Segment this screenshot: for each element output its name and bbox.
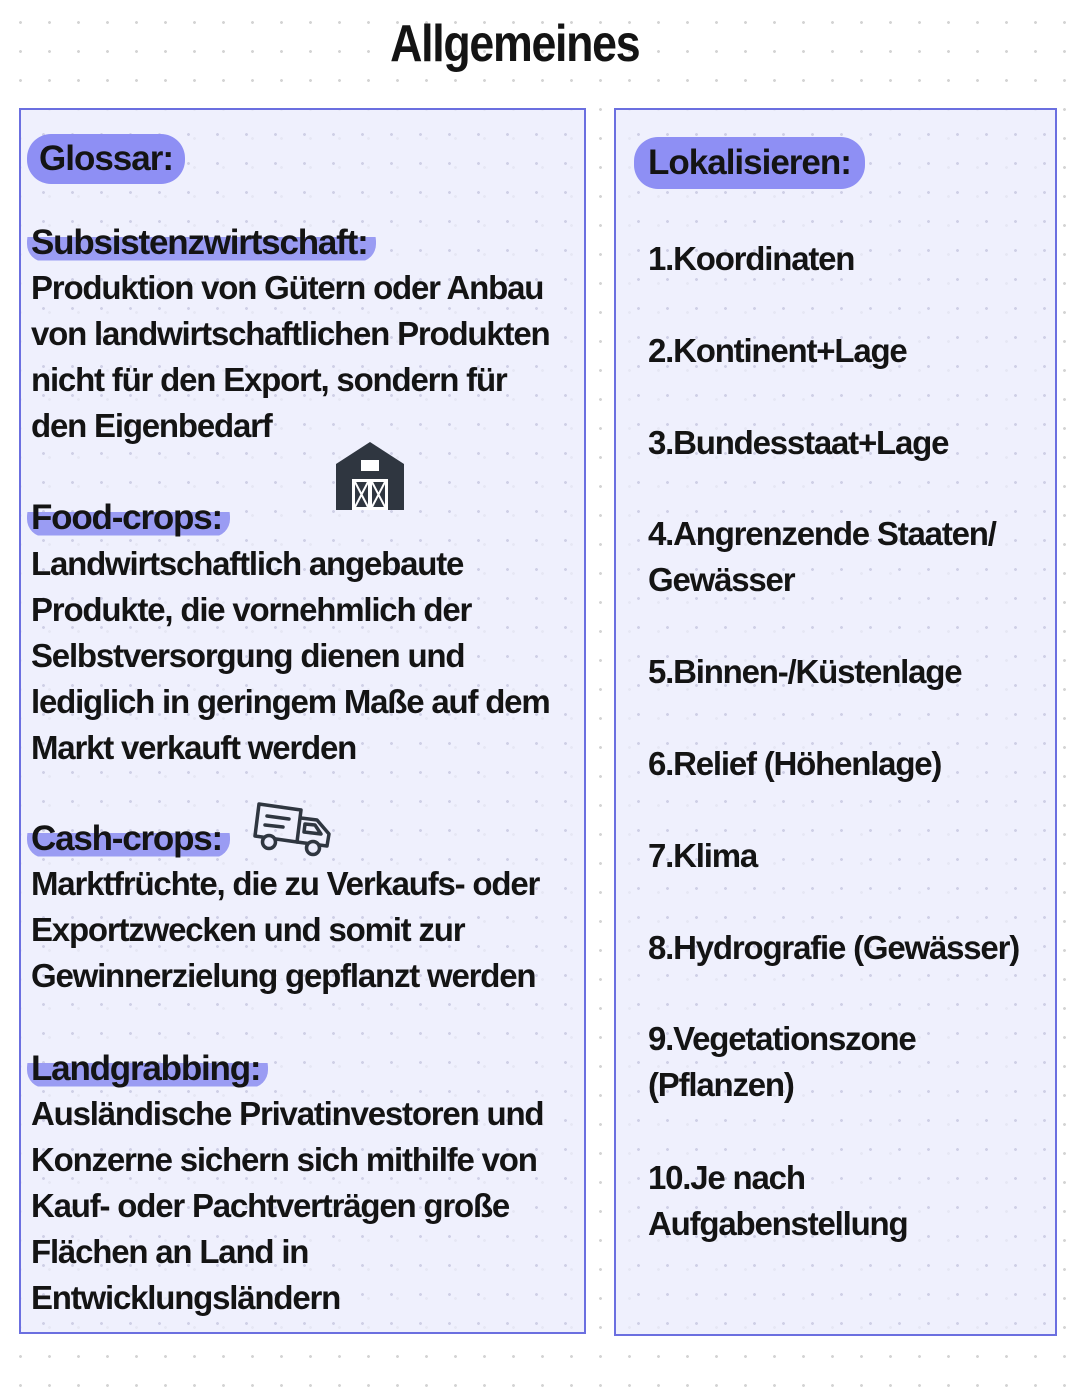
item-line: 5.Binnen-/Küstenlage [648,653,962,690]
definition-line: Selbstversorgung dienen und [31,637,465,674]
localization-item [648,741,1048,787]
term-label: Landgrabbing: [27,1049,268,1088]
localization-item [648,328,1048,374]
glossary-definition-cash-crops [31,861,576,999]
glossary-heading: Glossar: [27,134,185,184]
definition-line: den Eigenbedarf [31,407,272,444]
glossary-definition-landgrabbing [31,1091,576,1321]
item-line: 10.Je nach [648,1159,805,1196]
item-line: Aufgabenstellung [648,1205,908,1242]
term-label: Cash-crops: [27,819,230,858]
definition-line: Flächen an Land in [31,1233,309,1270]
definition-line: Produkte, die vornehmlich der [31,591,472,628]
glossary-term-cash-crops [27,817,230,861]
definition-line: Kauf- oder Pachtverträgen große [31,1187,510,1224]
localization-item [648,236,1048,282]
definition-line: lediglich in geringem Maße auf dem [31,683,550,720]
localization-item [648,925,1048,971]
definition-line: Gewinnerzielung gepflanzt werden [31,957,536,994]
item-line: Gewässer [648,561,795,598]
item-line: 1.Koordinaten [648,240,855,277]
localization-item [648,420,1048,466]
definition-line: von landwirtschaftlichen Produkten [31,315,550,352]
delivery-truck-icon [253,796,337,858]
localization-item [648,649,1048,695]
definition-line: nicht für den Export, sondern für [31,361,507,398]
definition-line: Exportzwecken und somit zur [31,911,465,948]
item-line: 8.Hydrografie (Gewässer) [648,929,1020,966]
page-title: Allgemeines [390,15,640,73]
localization-item [648,1155,1048,1247]
barn-icon [332,438,408,514]
term-label: Food-crops: [27,498,230,537]
item-line: 4.Angrenzende Staaten/ [648,515,996,552]
localization-panel [614,108,1057,1336]
glossary-term-subsistence [27,221,376,265]
glossary-panel [19,108,586,1334]
definition-line: Produktion von Gütern oder Anbau [31,269,544,306]
glossary-definition-food-crops [31,541,576,771]
glossary-term-landgrabbing [27,1047,268,1091]
definition-line: Konzerne sichern sich mithilfe von [31,1141,537,1178]
localization-item [648,833,1048,879]
definition-line: Ausländische Privatinvestoren und [31,1095,544,1132]
item-line: 6.Relief (Höhenlage) [648,745,942,782]
item-line: (Pflanzen) [648,1066,794,1103]
localization-heading: Lokalisieren: [634,137,865,189]
definition-line: Markt verkauft werden [31,729,357,766]
definition-line: Landwirtschaftlich angebaute [31,545,464,582]
item-line: 9.Vegetationszone [648,1020,916,1057]
item-line: 7.Klima [648,837,757,874]
item-line: 2.Kontinent+Lage [648,332,907,369]
glossary-definition-subsistence [31,265,576,449]
definition-line: Marktfrüchte, die zu Verkaufs- oder [31,865,540,902]
definition-line: Entwicklungsländern [31,1279,341,1316]
term-label: Subsistenzwirtschaft: [27,223,376,262]
item-line: 3.Bundesstaat+Lage [648,424,949,461]
localization-item [648,1016,1048,1108]
localization-item [648,511,1048,603]
glossary-term-food-crops [27,496,230,540]
